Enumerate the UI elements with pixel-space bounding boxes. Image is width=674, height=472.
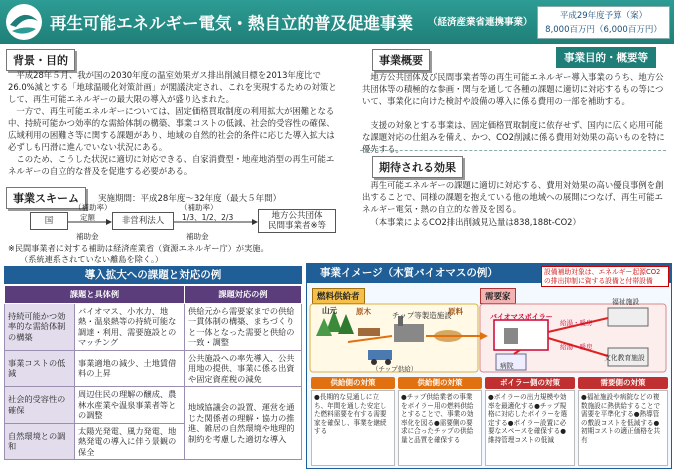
measure-head-4: 需要側の対策 <box>578 377 668 389</box>
scheme-grant-1: 補助金 <box>76 232 99 241</box>
label-genboku: 原木 <box>356 307 371 316</box>
page-title: 再生可能エネルギー電気・熱自立的普及促進事業 <box>50 14 413 33</box>
measure-body-1: ●長期的な見通しに立ち、年間を通した安定した燃料需要を有する需要家を確保し、事業を継続する <box>311 390 395 466</box>
label-yamamoto: 山元 <box>322 306 337 315</box>
scheme-subsidy-2: （補助率） <box>180 203 218 212</box>
recipient-line-2: 民間事業者※等 <box>267 221 327 231</box>
title-bar <box>0 0 674 44</box>
effects-label: 期待される効果 <box>372 156 463 178</box>
issue-category: 社会的受容性の確保 <box>5 387 75 424</box>
label-culture: 文化教育施設 <box>604 354 645 362</box>
consumer-tag: 需要家 <box>480 288 516 304</box>
issue-category: 自然環境との調和 <box>5 423 75 460</box>
scheme-box-nonprofit: 非営利法人 <box>112 212 174 230</box>
issues-title: 導入拡大への課題と対応の例 <box>4 266 302 284</box>
label-hospital: 病院 <box>500 362 514 370</box>
table-row <box>5 387 302 424</box>
label-boiler: バイオマスボイラー <box>490 313 553 321</box>
supplier-tag: 燃料供給者 <box>312 288 365 304</box>
budget-line-2: 8,000百万円（6,000百万円） <box>545 25 662 35</box>
issue-example: バイオマス、小水力、地熱・温泉熱等の持続可能な調達・利用、需要施設とのマッチング <box>75 303 185 350</box>
effects-p2: （本事業によるCO2排出削減見込量は838,188t-CO2） <box>370 217 581 227</box>
budget-box <box>537 6 670 39</box>
effects-p1: 再生可能エネルギーの課題に適切に対応する、費用対効果の高い優良事例を創出することで、同様の課題を抱えている他の地域への展開につなげ、再生可能エネルギー電気・熱の自立的な普及を図る。 <box>362 180 664 214</box>
issues-col-1: 課題と具体例 <box>5 286 185 304</box>
background-label: 背景・目的 <box>6 49 75 71</box>
overview-divider <box>360 150 666 151</box>
measure-head-1: 供給側の対策 <box>311 377 395 389</box>
scheme-rates: 1/3、1/2、2/3 <box>182 213 234 222</box>
budget-line-1: 平成29年度予算（案） <box>559 11 648 21</box>
scheme-period: 実施期間：平成28年度～32年度（最大５年間） <box>98 194 282 204</box>
label-supply-heat-1: 給湯・暖房 <box>560 319 593 327</box>
subsidy-note: 設備補助対象は、エネルギー起源CO2の排出抑制に資する設備と付帯設備 <box>541 266 669 287</box>
measure-head-2: 供給側の対策 <box>398 377 482 389</box>
issue-category: 事業コストの低減 <box>5 350 75 387</box>
issues-table <box>4 285 302 460</box>
label-supply-heat-2: 給湯・暖房 <box>560 343 593 351</box>
overview-p1: 地方公共団体及び民間事業者等の再生可能エネルギー導入事業のうち、地方公共団体等の積極的な参画・関与を通して各種の課題に適切に対応するもの等について、事業化に向けた検討や設備の導入に係る費用の一部を補助する。 <box>362 72 664 106</box>
background-p1: 平成28年５月、我が国の2030年度の温室効果ガス排出削減目標を2013年度比で26.0%減とする「地球温暖化対策計画」が閣議決定され、これを実現するための対策として、再生可能エネルギーの最大限の導入が盛り込まれた。 <box>8 70 337 104</box>
table-row <box>5 350 302 387</box>
background-p2: 一方で、再生可能エネルギーについては、固定価格買取制度の利用拡大が困難となる中、持続可能かつ効率的な需給体制の構築、事業コストの低減、社会的受容性の確保、広域利用の困難さ等に関する課題があり、地域の自然的社会的条件に応じた導入拡大は必ずしも円滑に進んでいない状況にある。 <box>8 106 335 152</box>
label-welfare: 福祉施設 <box>612 298 640 306</box>
scheme-fixed: 定額 <box>80 213 95 222</box>
issue-response: 地域協議会の設置、運営を通じた関係者の理解・協力の推進、雑居の自然環境や地理的制約を考慮した適切な導入 <box>185 387 302 460</box>
overview-label: 事業概要 <box>372 49 430 71</box>
scheme-note-2: （系統連系されていない離島を除く。） <box>20 254 164 264</box>
issue-example: 事業適地の減少、土地賃借料の上昇 <box>75 350 185 387</box>
label-chip-factory: チップ等製造施設 <box>392 311 452 320</box>
overview-tag: 事業目的・概要等 <box>556 47 656 68</box>
scheme-box-recipient <box>258 209 336 233</box>
issue-category: 持続可能かつ効率的な需給体制の構築 <box>5 303 75 350</box>
background-p3: このため、こうした状況に適切に対応できる、自家消費型・地産地消型の再生可能エネルギーの自立的な普及を促進する必要がある。 <box>8 154 335 176</box>
measure-body-3: ●ボイラーの出力規模や効率を最適化する●チップ規格に対応したボイラーを選定する●ボイラー設置に必要なスペースを確保する●維持管理コストの低減 <box>485 390 575 466</box>
recipient-line-1: 地方公共団体 <box>271 211 323 221</box>
label-genryo: 原料 <box>448 307 463 316</box>
ministry-logo-icon <box>4 3 44 41</box>
business-image-title: 事業イメージ（木質バイオマスの例） <box>306 263 672 283</box>
scheme-note-1: ※民間事業者に対する補助は経済産業省（資源エネルギー庁）が実施。 <box>8 243 269 253</box>
page-subtitle: （経済産業省連携事業） <box>428 17 533 28</box>
label-chip-supply: （チップ供給） <box>372 365 418 373</box>
scheme-grant-2: 補助金 <box>186 232 209 241</box>
issue-response: 公共施設への率先導入、公共用地の提供、事業に係る出資や固定資産税の減免 <box>185 350 302 387</box>
scheme-subsidy-1: （補助率） <box>74 203 112 212</box>
issue-example: 太陽光発電、風力発電、地熱発電の導入に伴う景観の保全 <box>75 423 185 460</box>
scheme-label: 事業スキーム <box>6 187 86 209</box>
table-row <box>5 303 302 350</box>
issue-response: 供給元から需要家までの供給一貫体制の構築、まちづくりと一体となった需要と供給の一致・調整 <box>185 303 302 350</box>
issue-example: 周辺住民の理解の醸成、農林水産業や温泉事業者等との調整 <box>75 387 185 424</box>
scheme-box-country: 国 <box>30 212 68 230</box>
measure-body-4: ●福祉施設や病院などの複数施設に熱供給することで需要を平準化する●熱導管の敷設コストを低減する●初期コストの適正価格を共有 <box>578 390 668 466</box>
measure-head-3: ボイラー側の対策 <box>485 377 575 389</box>
overview-p2: 支援の対象とする事業は、固定価格買取制度に依存せず、国内に広く応用可能な課題対応の仕組みを備え、かつ、CO2削減に係る費用対効果の高いものを特に優先する。 <box>362 120 665 154</box>
measure-body-2: ●チップ供給業者の事業をボイラー用の燃料供給とすることで、事業の効率化を図る●需要側の要求に合ったチップの供給量と品質を確保する <box>398 390 482 466</box>
issues-col-2: 課題対応の例 <box>185 286 302 304</box>
